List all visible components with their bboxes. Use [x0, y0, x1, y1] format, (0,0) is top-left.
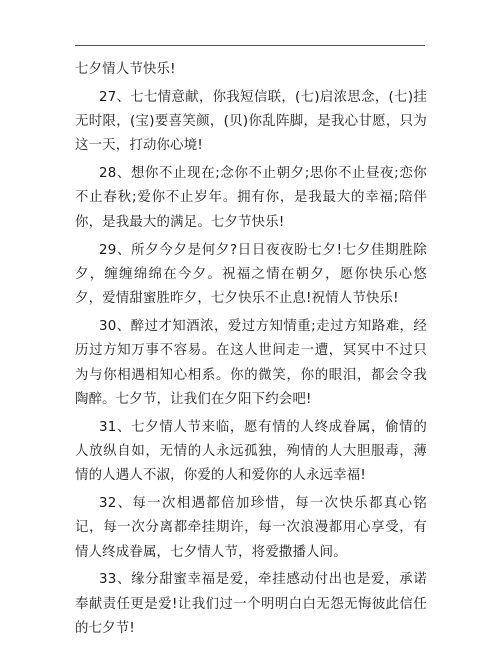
- paragraph-30: 30、醉过才知酒浓，爱过方知情重;走过方知路难，经历过方知万事不容易。在这人世间走一遭，冥冥中不过只为与你相遇相知心相系。你的微笑，你的眼泪，都会令我陶醉。七夕节，让我们在夕阳下约会吧!: [75, 318, 427, 407]
- paragraph-32: 32、每一次相遇都倍加珍惜，每一次快乐都真心铭记，每一次分离都牵挂期许，每一次浪漫都用心享受，有情人终成眷属，七夕情人节，将爱撒播人间。: [75, 496, 427, 560]
- intro-line: 七夕情人节快乐!: [75, 62, 176, 77]
- paragraph-33: 33、缘分甜蜜幸福是爱，牵挂感动付出也是爱，承诺奉献责任更是爱!让我们过一个明明白白无怨无悔彼此信任的七夕节!: [75, 572, 427, 637]
- paragraph-28: 28、想你不止现在;念你不止朝夕;思你不止昼夜;恋你不止春秋;爱你不止岁年。拥有你，是我最大的幸福;陪伴你，是我最大的满足。七夕节快乐!: [75, 166, 427, 230]
- paragraph-29: 29、所夕今夕是何夕?日日夜夜盼七夕!七夕佳期胜除夕，缠缠绵绵在今夕。祝福之情在朝夕，愿你快乐心悠夕，爱情甜蜜胜昨夕，七夕快乐不止息!祝情人节快乐!: [75, 242, 427, 307]
- paragraph-27: 27、七七情意献，你我短信联，(七)启浓思念，(七)挂无时限，(宝)要喜笑颜，(贝)你乱阵脚，是我心甘愿，只为这一天，打动你心境!: [75, 89, 427, 154]
- document-body: [75, 58, 427, 645]
- header-divider: [75, 45, 425, 46]
- paragraph-31: 31、七夕情人节来临，愿有情的人终成眷属，偷情的人放纵自如，无情的人永远孤独，殉情的人大胆服毒，薄情的人遇人不淑，你爱的人和爱你的人永远幸福!: [75, 419, 427, 484]
